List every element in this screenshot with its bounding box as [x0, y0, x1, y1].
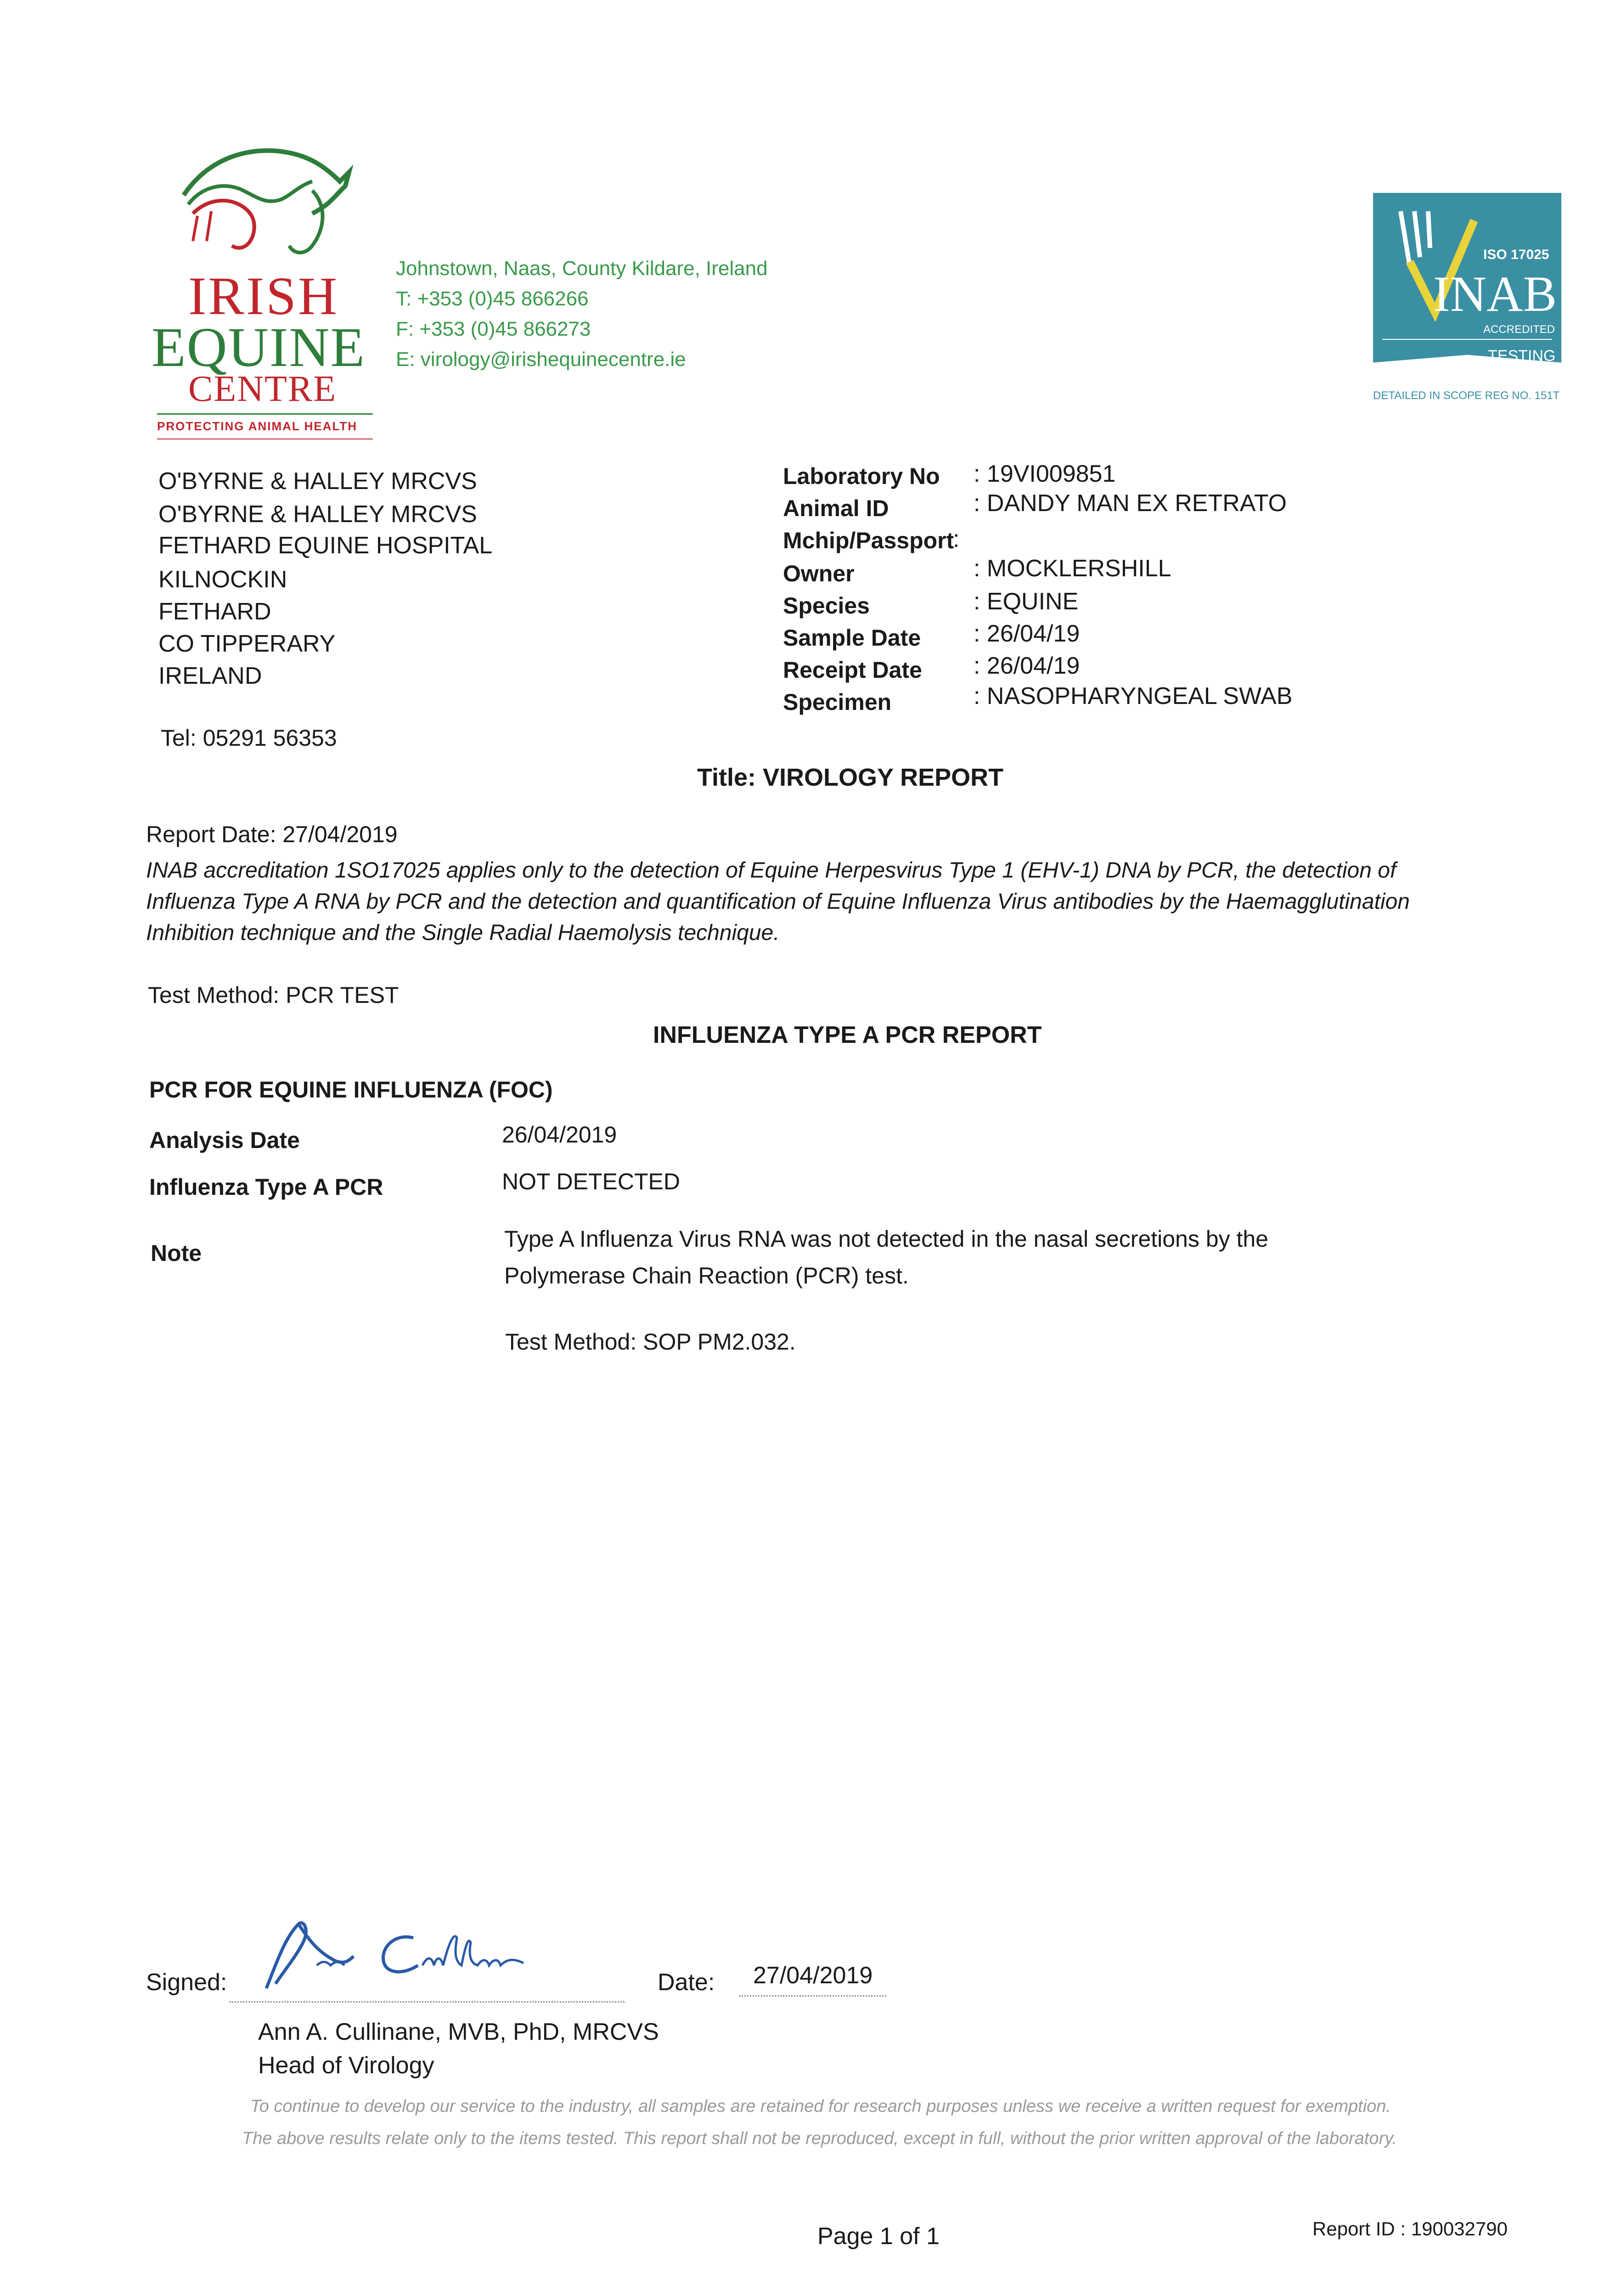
field-value: : NASOPHARYNGEAL SWAB — [974, 683, 1293, 709]
field-value: : 26/04/19 — [974, 653, 1080, 679]
footer-disclaimer-1: To continue to develop our service to the industry, all samples are retained for research purposes unless we receive a written request for exemption. — [250, 2097, 1391, 2116]
report-id: Report ID : 190032790 — [1312, 2218, 1508, 2240]
footer-disclaimer-2: The above results relate only to the items tested. This report shall not be reproduced, except in full, without the prior written approval of the laboratory. — [242, 2129, 1397, 2148]
result-label: Influenza Type A PCR — [149, 1174, 383, 1200]
result-value: 26/04/2019 — [502, 1122, 617, 1148]
recipient-line: FETHARD — [158, 598, 271, 625]
field-value: : 26/04/19 — [974, 620, 1080, 647]
field-label: Receipt Date — [783, 657, 922, 683]
logo-line-equine: EQUINE — [152, 316, 366, 378]
test-method: Test Method: PCR TEST — [148, 982, 399, 1008]
inab-reg: DETAILED IN SCOPE REG NO. 151T — [1373, 389, 1560, 402]
handwritten-signature — [257, 1910, 579, 2002]
note-label: Note — [151, 1240, 202, 1266]
contact-block — [396, 253, 768, 375]
report-title: Title: VIROLOGY REPORT — [697, 764, 1004, 791]
page-number: Page 1 of 1 — [817, 2223, 940, 2250]
recipient-line: IRELAND — [158, 663, 262, 689]
inab-badge — [1373, 193, 1561, 402]
inab-accredited: ACCREDITED — [1483, 323, 1555, 336]
recipient-line: CO TIPPERARY — [158, 630, 336, 657]
field-value: : EQUINE — [974, 588, 1079, 615]
signed-label: Signed: — [146, 1969, 227, 1996]
contact-tel: T: +353 (0)45 866266 — [396, 287, 589, 310]
recipient-tel: Tel: 05291 56353 — [161, 725, 337, 751]
irish-equine-centre-logo — [152, 135, 377, 448]
signatory-name: Ann A. Cullinane, MVB, PhD, MRCVS — [258, 2019, 659, 2045]
field-value: : 19VI009851 — [974, 461, 1116, 487]
logo-tagline: PROTECTING ANIMAL HEALTH — [157, 419, 358, 433]
contact-fax: F: +353 (0)45 866273 — [396, 318, 591, 340]
recipient-line: O'BYRNE & HALLEY MRCVS — [158, 501, 477, 528]
inab-name: INAB — [1433, 266, 1557, 322]
result-value: NOT DETECTED — [502, 1169, 680, 1194]
contact-address: Johnstown, Naas, County Kildare, Ireland — [396, 257, 768, 280]
field-value: : DANDY MAN EX RETRATO — [974, 490, 1287, 517]
signatory-position: Head of Virology — [258, 2052, 434, 2079]
logo-divider — [157, 413, 373, 415]
field-label: Species — [783, 593, 870, 619]
result-label: Analysis Date — [149, 1127, 300, 1153]
logo-line-irish: IRISH — [188, 266, 339, 326]
date-underline — [739, 1995, 886, 1997]
note-text: Type A Influenza Virus RNA was not detected in the nasal secretions by the Polymerase Chain Reaction (PCR) test. — [504, 1226, 1268, 1289]
field-label: Sample Date — [783, 625, 921, 651]
recipient-line: KILNOCKIN — [158, 566, 287, 593]
contact-email: E: virology@irishequinecentre.ie — [396, 348, 686, 371]
logo-line-centre: CENTRE — [188, 369, 337, 409]
field-label: Mchip/Passport — [783, 528, 954, 553]
signature-date: 27/04/2019 — [753, 1962, 873, 1989]
report-date: Report Date: 27/04/2019 — [146, 822, 398, 847]
inab-iso: ISO 17025 — [1483, 247, 1549, 262]
inab-divider — [1382, 339, 1552, 340]
accreditation-note: INAB accreditation 1SO17025 applies only to the detection of Equine Herpesvirus Type 1 (EHV-1) DNA by PCR, the detection of Influenza Type A RNA by PCR and the detection and quantification of Equine Influenza Virus antibodies by the Haemagglutination Inhibition technique and the Single Radial Haemolysis technique. — [146, 858, 1410, 945]
field-value: : MOCKLERSHILL — [974, 555, 1171, 582]
pcr-heading: PCR FOR EQUINE INFLUENZA (FOC) — [149, 1077, 553, 1103]
field-label: Owner — [783, 561, 855, 586]
field-label: Animal ID — [783, 495, 889, 521]
test-method-sop: Test Method: SOP PM2.032. — [505, 1329, 796, 1355]
horse-head-icon — [175, 135, 377, 269]
field-value: : — [953, 526, 960, 552]
recipient-line: O'BYRNE & HALLEY MRCVS — [158, 468, 477, 495]
field-label: Laboratory No — [783, 463, 940, 489]
section-title: INFLUENZA TYPE A PCR REPORT — [653, 1022, 1042, 1048]
recipient-line: FETHARD EQUINE HOSPITAL — [158, 532, 493, 559]
inab-testing: TESTING — [1488, 347, 1556, 365]
field-label: Specimen — [783, 689, 892, 715]
date-label: Date: — [658, 1969, 715, 1996]
signature-underline — [230, 2001, 625, 2003]
